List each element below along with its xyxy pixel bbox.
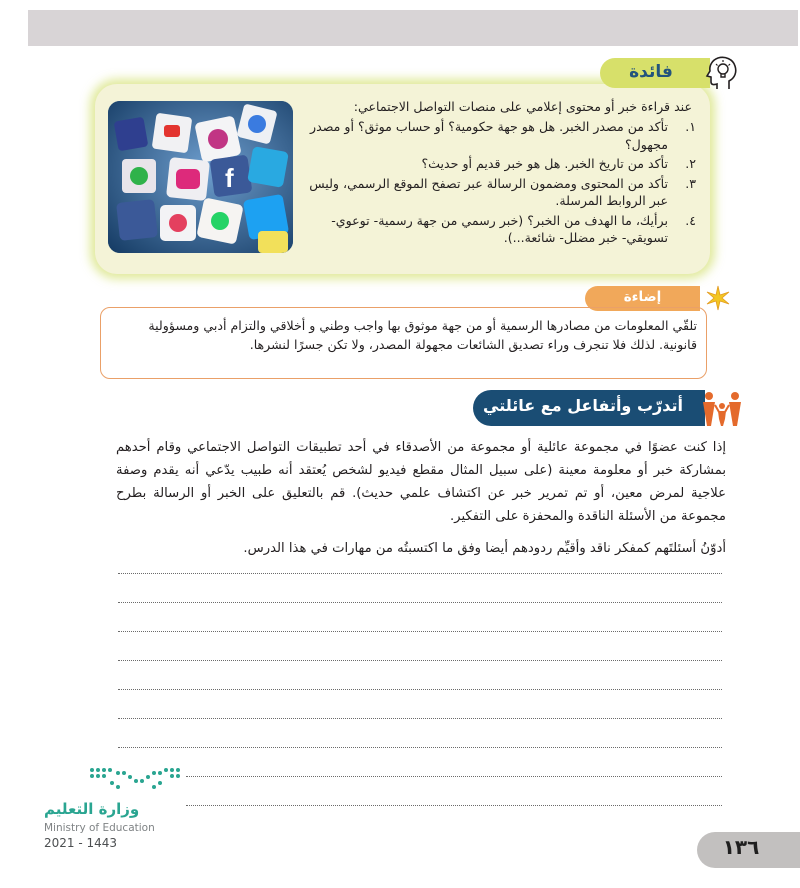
idaa-text: تلقّي المعلومات من مصادرها الرسمية أو من جهة موثوق بها واجب وطني و أخلاقي والتزام أدبي ومسؤولية قانونية. لذلك فلا تنجرف وراء تصديق الشائعات مجهولة المصدر، ولا تكن جسرًا لنشرها. (148, 318, 697, 352)
answer-line[interactable] (118, 631, 722, 632)
faida-item (296, 175, 696, 210)
ministry-name-arabic: وزارة التعليم (44, 800, 140, 818)
ministry-year: 2021 - 1443 (44, 836, 118, 850)
idaa-title: إضاءة (623, 289, 662, 305)
answer-line[interactable] (186, 805, 722, 806)
faida-item-text: برأيك، ما الهدف من الخبر؟ (خبر رسمي من جهة رسمية- توعوي- تسويقي- خبر مضلل- شائعة...). (331, 212, 668, 245)
faida-intro: عند قراءة خبر أو محتوى إعلامي على منصات التواصل الاجتماعي: (353, 99, 692, 114)
answer-line[interactable] (186, 776, 722, 777)
faida-item-text: تأكد من تاريخ الخبر. هل هو خبر قديم أو حديث؟ (421, 156, 668, 171)
faida-item (296, 118, 696, 153)
faida-item (296, 155, 696, 173)
ministry-name-english: Ministry of Education (44, 822, 155, 834)
answer-line[interactable] (118, 602, 722, 603)
faida-item-number: ٢. (685, 156, 696, 171)
sparkle-icon (704, 284, 732, 312)
head-idea-icon (705, 54, 741, 92)
answer-line[interactable] (118, 660, 722, 661)
practice-paragraph: إذا كنت عضوًا في مجموعة عائلية أو مجموعة من الأصدقاء في أحد تطبيقات التواصل الاجتماعي وقام أحدهم بمشاركة خبر أو معلومة معينة (على سبيل المثال مقطع فيديو لشخص يُعتقد أنه طبيب يدّعي أنه يقدم وصفة علاجية لمرض معين، أو تم تمرير خبر عن اكتشاف علمي حديث). قم بالتعليق على الخبر أو الرسالة بطرح مجموعة من الأسئلة الناقدة والمحفزة على التفكير. (116, 440, 726, 524)
page-number: ١٣٦ (722, 835, 760, 859)
answer-line[interactable] (118, 747, 722, 748)
faida-item-text: تأكد من مصدر الخبر. هل هو جهة حكومية؟ أو حساب موثق؟ أو مصدر مجهول؟ (310, 119, 668, 152)
faida-item-number: ٤. (685, 212, 696, 228)
answer-line[interactable] (118, 718, 722, 719)
family-icon (700, 388, 744, 428)
answer-line[interactable] (118, 689, 722, 690)
social-media-photo (108, 101, 293, 253)
social-media-cubes-image (108, 101, 293, 253)
answer-line[interactable] (118, 573, 722, 574)
faida-list (296, 118, 696, 249)
faida-item-number: ١. (685, 119, 696, 134)
top-bar (28, 10, 798, 46)
ministry-logo-icon (88, 765, 183, 791)
faida-title: فائدة (629, 62, 673, 82)
svg-text:f: f (225, 163, 234, 193)
practice-title: أتدرّب وأتفاعل مع عائلتي (483, 396, 683, 415)
faida-item (296, 212, 696, 247)
faida-item-text: تأكد من المحتوى ومضمون الرسالة عبر تصفح الموقع الرسمي، وليس عبر الروابط المرسلة. (309, 175, 668, 208)
practice-task: أدوّنُ أسئلتَهم كمفكر ناقد وأقيِّم ردودهم أيضا وفق ما اكتسبتُه من مهارات في هذا الدرس. (243, 541, 726, 556)
faida-item-number: ٣. (685, 175, 696, 191)
